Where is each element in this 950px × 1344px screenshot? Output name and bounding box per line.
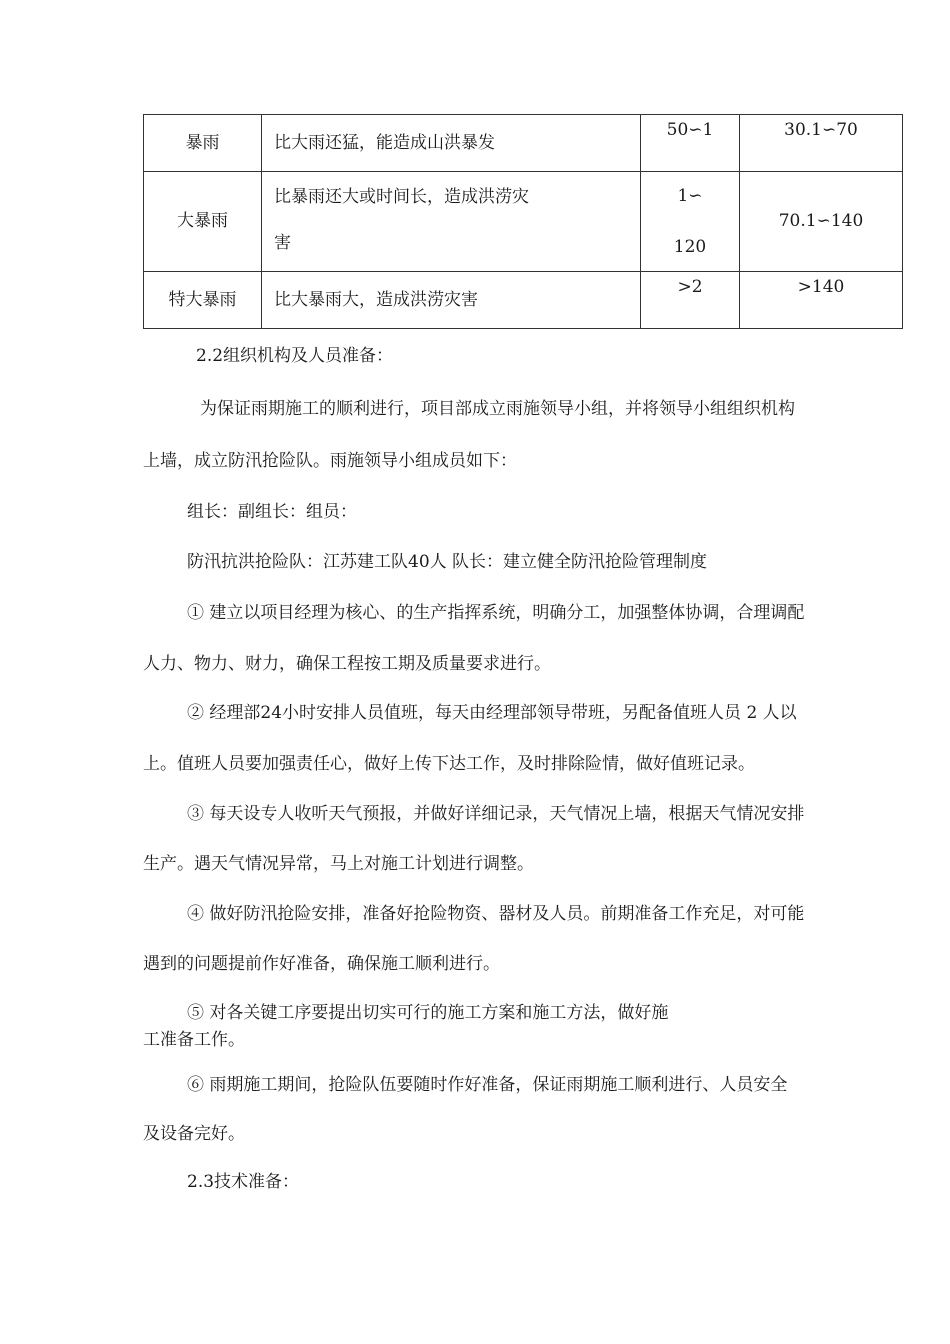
rain-intensity-cell: 50∽1 (641, 115, 740, 172)
rain-intensity-line: 120 (673, 236, 707, 257)
members-line: 组长：副组长：组员： (187, 502, 357, 522)
table-row (144, 172, 903, 272)
rain-intensity-cell (641, 172, 740, 272)
rain-description-cell: 比大暴雨大，造成洪涝灾害 (262, 272, 641, 329)
rain-intensity-cell: >2 (641, 272, 740, 329)
section-heading-2-3: 2.3技术准备： (187, 1172, 300, 1192)
list-item-6-line: ⑥ 雨期施工期间，抢险队伍要随时作好准备，保证雨期施工顺利进行、人员安全 (187, 1075, 788, 1095)
flood-team-line: 防汛抗洪抢险队：江苏建工队40人 队长：建立健全防汛抢险管理制度 (187, 552, 708, 572)
rainfall-grade-table (143, 114, 903, 329)
rain-description-line: 比暴雨还大或时间长，造成洪涝灾 (274, 186, 529, 207)
list-item-2-line: ② 经理部24小时安排人员值班，每天由经理部领导带班，另配备值班人员 2 人以 (187, 703, 797, 723)
list-item-1-line: 人力、物力、财力，确保工程按工期及质量要求进行。 (143, 654, 551, 674)
list-item-1-line: ① 建立以项目经理为核心、的生产指挥系统，明确分工，加强整体协调，合理调配 (187, 603, 805, 623)
rain-description-cell: 比大雨还猛，能造成山洪暴发 (262, 115, 641, 172)
paragraph-line: 为保证雨期施工的顺利进行，项目部成立雨施领导小组，并将领导小组组织机构 (200, 399, 795, 419)
list-item-3-line: ③ 每天设专人收听天气预报，并做好详细记录，天气情况上墙，根据天气情况安排 (187, 804, 805, 824)
rain-description-cell (262, 172, 641, 272)
rain-description-line: 害 (274, 232, 291, 253)
list-item-4-line: ④ 做好防汛抢险安排，准备好抢险物资、器材及人员。前期准备工作充足，对可能 (187, 904, 805, 924)
rain-level-cell: 暴雨 (144, 115, 262, 172)
rain-amount-cell: 30.1∽70 (740, 115, 903, 172)
rain-amount-cell: >140 (740, 272, 903, 329)
list-item-6-line: 及设备完好。 (143, 1124, 245, 1144)
list-item-4-line: 遇到的问题提前作好准备，确保施工顺利进行。 (143, 954, 500, 974)
list-item-5-line: ⑤ 对各关键工序要提出切实可行的施工方案和施工方法，做好施 (187, 1003, 669, 1023)
table-row (144, 115, 903, 172)
list-item-3-line: 生产。遇天气情况异常，马上对施工计划进行调整。 (143, 854, 534, 874)
rain-level-cell: 大暴雨 (144, 172, 262, 272)
section-heading-2-2: 2.2组织机构及人员准备： (196, 346, 394, 366)
list-item-5-line: 工准备工作。 (143, 1030, 245, 1050)
paragraph-line: 上墙，成立防汛抢险队。雨施领导小组成员如下： (143, 451, 517, 471)
table-row (144, 272, 903, 329)
list-item-2-line: 上。值班人员要加强责任心，做好上传下达工作，及时排除险情，做好值班记录。 (143, 754, 755, 774)
rain-amount-cell: 70.1∽140 (740, 172, 903, 272)
rain-level-cell: 特大暴雨 (144, 272, 262, 329)
rain-intensity-line: 1∽ (677, 185, 703, 206)
